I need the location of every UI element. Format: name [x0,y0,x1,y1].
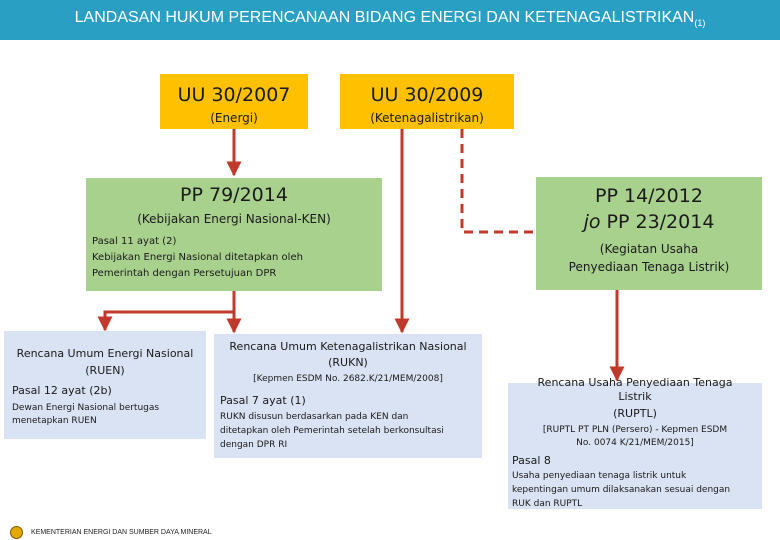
pp-79-box [86,178,382,291]
rukn-box [214,334,482,458]
pp-14-box [536,177,762,290]
dashed-link-uu2009-pp14 [462,129,536,232]
rukn-clause: Pasal 7 ayat (1) [220,394,306,407]
ruptl-box [508,376,762,509]
ruptl-line3: RUK dan RUPTL [512,499,583,509]
ruptl-ref2: No. 0074 K/21/MEM/2015] [576,438,694,448]
uu-2009-box [340,74,514,129]
pp-79-clause: Pasal 11 ayat (2) [92,236,177,247]
pp-14-title-line1: PP 14/2012 [595,185,703,207]
pp-79-line1: Kebijakan Energi Nasional ditetapkan oleh [92,252,303,263]
pp-14-title-line2: jo PP 23/2014 [583,211,715,233]
ministry-logo-icon [10,526,23,539]
ruptl-ref1: [RUPTL PT PLN (Persero) - Kepmen ESDM [542,425,728,435]
rukn-title1: Rencana Umum Ketenagalistrikan Nasional [229,340,467,353]
pp-79-title: PP 79/2014 [180,184,288,206]
uu-2007-subtitle: (Energi) [210,111,258,125]
uu-2007-box [160,74,308,129]
rukn-line1: RUKN disusun berdasarkan pada KEN dan [220,412,409,422]
uu-2009-subtitle: (Ketenagalistrikan) [370,111,484,125]
pp-79-line2: Pemerintah dengan Persetujuan DPR [92,268,277,279]
rukn-line2: ditetapkan oleh Pemerintah setelah berkonsultasi [220,426,444,436]
ruptl-clause: Pasal 8 [512,454,551,467]
pp-79-subtitle: (Kebijakan Energi Nasional-KEN) [137,212,331,226]
rukn-line3: dengan DPR RI [220,440,288,450]
ruen-line2: menetapkan RUEN [12,416,97,426]
pp-14-sub1: (Kegiatan Usaha [599,242,699,256]
arrow-pp79-to-ruen [105,291,234,330]
ruen-clause: Pasal 12 ayat (2b) [12,384,112,397]
ruen-title1: Rencana Umum Energi Nasional [16,347,194,360]
rukn-title2: (RUKN) [328,356,368,369]
ruptl-title1: Rencana Usaha Penyediaan Tenaga [537,376,733,389]
pp-14-sub2: Penyediaan Tenaga Listrik) [568,260,730,274]
ruen-line1: Dewan Energi Nasional bertugas [12,403,160,413]
ruen-box [4,331,206,439]
ruptl-title2: Listrik [618,390,652,403]
ruptl-title3: (RUPTL) [613,407,657,420]
ruptl-line2: kepentingan umum dilaksanakan sesuai dengan [512,485,731,495]
rukn-ref: [Kepmen ESDM No. 2682.K/21/MEM/2008] [253,374,443,384]
uu-2009-title: UU 30/2009 [370,84,484,106]
ruptl-line1: Usaha penyediaan tenaga listrik untuk [512,471,687,481]
uu-2007-title: UU 30/2007 [177,84,291,106]
page-title: LANDASAN HUKUM PERENCANAAN BIDANG ENERGI DAN $KETENAGALISTRIKAN_{(1)}$ [74,9,706,29]
ruen-title2: (RUEN) [85,364,125,377]
footer [10,524,212,540]
footer-text: KEMENTERIAN ENERGI DAN SUMBER DAYA MINERAL [31,528,212,536]
